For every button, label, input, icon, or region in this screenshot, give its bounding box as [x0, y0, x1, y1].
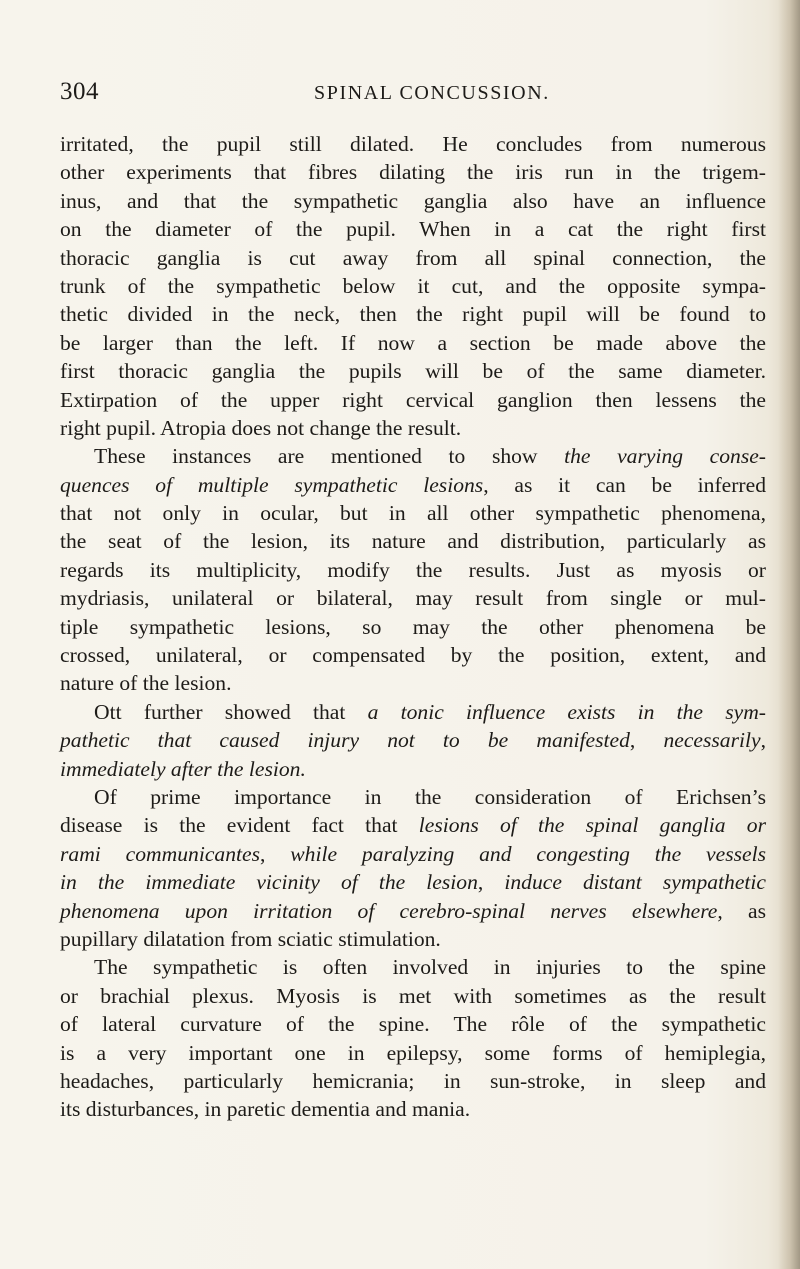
paragraph-end-line: pupillary dilatation from sciatic stimulation.: [60, 926, 441, 951]
text-line: trunk of the sympathetic below it cut, and the opposite sympa-: [60, 273, 766, 298]
paragraph-start-line: These instances are mentioned to show the varying conse-: [94, 444, 766, 469]
text-line: in the immediate vicinity of the lesion, induce distant sympathetic: [60, 870, 766, 895]
text-line: phenomena upon irritation of cerebro-spinal nerves elsewhere, as: [60, 898, 766, 923]
text-line: is a very important one in epilepsy, some forms of hemiplegia,: [60, 1040, 766, 1065]
text-line: rami communicantes, while paralyzing and congesting the vessels: [60, 841, 766, 866]
text-line: or brachial plexus. Myosis is met with sometimes as the result: [60, 983, 766, 1008]
page-edge-shadow: [778, 0, 800, 1269]
running-title: SPINAL CONCUSSION.: [314, 82, 550, 104]
text-line: the seat of the lesion, its nature and distribution, particularly as: [60, 529, 766, 554]
text-line: on the diameter of the pupil. When in a cat the right first: [60, 217, 766, 242]
text-line: of lateral curvature of the spine. The rôle of the sympathetic: [60, 1012, 766, 1037]
text-line: other experiments that fibres dilating the iris run in the trigem-: [60, 160, 766, 185]
text-line: first thoracic ganglia the pupils will be of the same diameter.: [60, 359, 766, 384]
text-line: tiple sympathetic lesions, so may the other phenomena be: [60, 614, 766, 639]
body-text: [60, 130, 766, 1124]
paragraph-start-line: Of prime importance in the consideration of Erichsen’s: [94, 784, 766, 809]
paragraph-end-line: nature of the lesion.: [60, 671, 232, 696]
running-head: [60, 78, 760, 110]
text-line: headaches, particularly hemicrania; in sun-stroke, in sleep and: [60, 1068, 766, 1093]
text-line: inus, and that the sympathetic ganglia also have an influence: [60, 188, 766, 213]
text-line: regards its multiplicity, modify the results. Just as myosis or: [60, 557, 766, 582]
text-line: pathetic that caused injury not to be manifested, necessarily,: [60, 728, 766, 753]
text-line: that not only in ocular, but in all other sympathetic phenomena,: [60, 501, 766, 526]
paragraph-start-line: Ott further showed that a tonic influence exists in the sym-: [94, 699, 766, 724]
paragraph-end-line: immediately after the lesion.: [60, 756, 306, 781]
text-line: disease is the evident fact that lesions of the spinal ganglia or: [60, 813, 767, 838]
text-line: crossed, unilateral, or compensated by the position, extent, and: [60, 643, 766, 668]
page-number: 304: [60, 78, 99, 105]
text-line: irritated, the pupil still dilated. He concludes from numerous: [60, 132, 766, 156]
text-line: quences of multiple sympathetic lesions, as it can be inferred: [60, 472, 766, 497]
paragraph-start-line: The sympathetic is often involved in injuries to the spine: [94, 955, 766, 980]
paragraph-end-line: its disturbances, in paretic dementia and mania.: [60, 1097, 471, 1122]
text-line: thetic divided in the neck, then the right pupil will be found to: [60, 302, 766, 327]
text-line: Extirpation of the upper right cervical ganglion then lessens the: [60, 387, 766, 412]
text-line: be larger than the left. If now a section be made above the: [60, 330, 766, 355]
text-line: thoracic ganglia is cut away from all spinal connection, the: [60, 245, 766, 270]
paragraph-end-line: right pupil. Atropia does not change the result.: [60, 415, 462, 440]
text-line: mydriasis, unilateral or bilateral, may result from single or mul-: [60, 586, 766, 611]
